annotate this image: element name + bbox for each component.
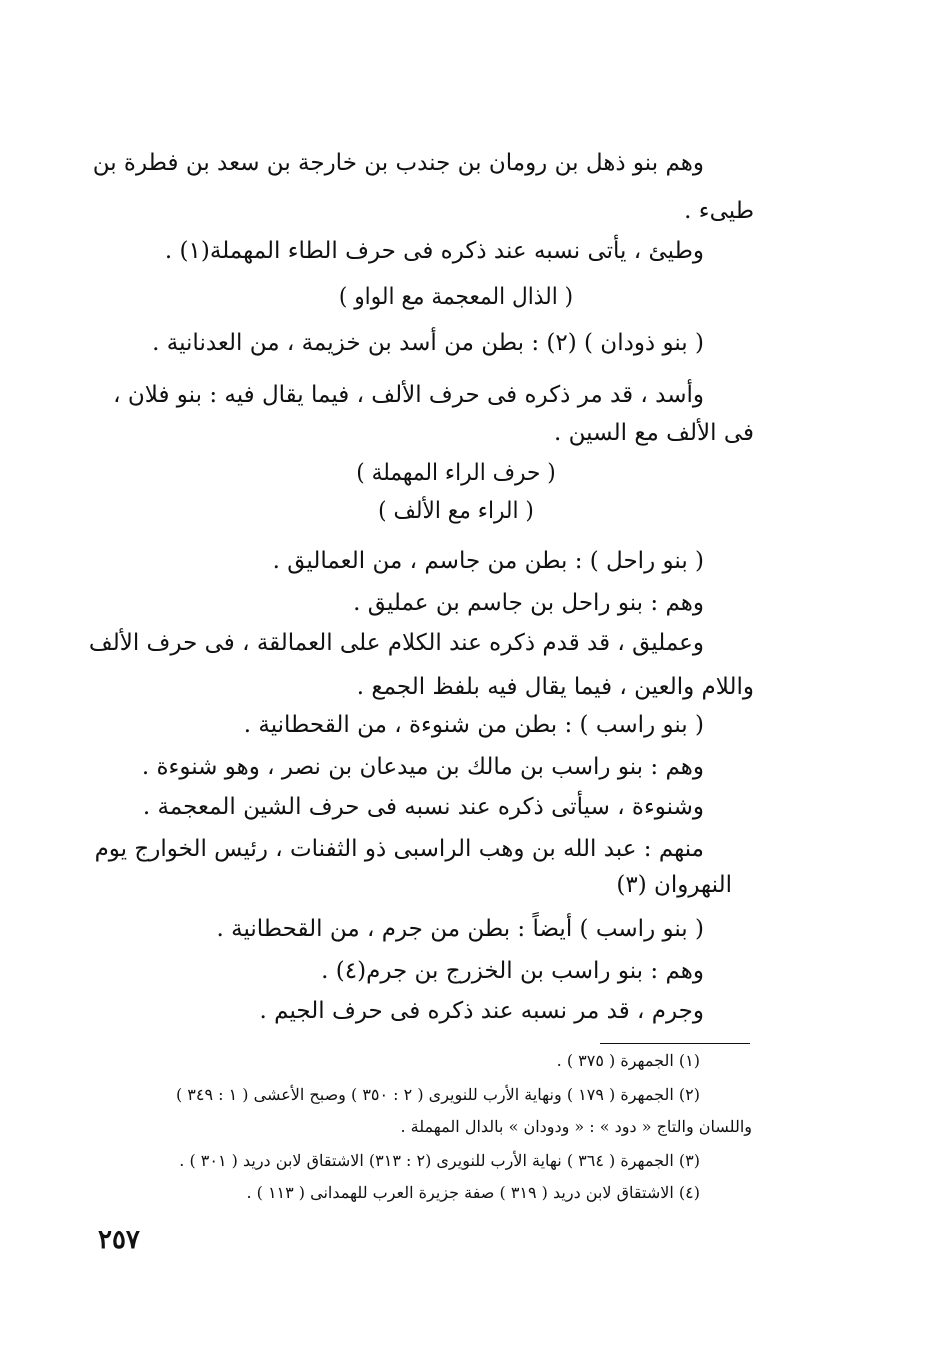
text-line: النهروان (٣) bbox=[616, 872, 732, 898]
text-line: واللام والعين ، فيما يقال فيه بلفظ الجمع . bbox=[356, 674, 754, 700]
text-line: وشنوءة ، سيأتى ذكره عند نسبه فى حرف الشين المعجمة . bbox=[142, 794, 704, 820]
footnote: (٢) الجمهرة ( ١٧٩ ) ونهاية الأرب للنويرى ( ٢ : ٣٥٠ ) وصبح الأعشى ( ١ : ٣٤٩ ) bbox=[175, 1085, 700, 1104]
text-line: وأسد ، قد مر ذكره فى حرف الألف ، فيما يقال فيه : بنو فلان ، bbox=[113, 382, 704, 408]
footnote: واللسان والتاج « دود » : « ودودان » بالدال المهملة . bbox=[400, 1117, 752, 1136]
text-line: ( بنو ذودان ) (٢) : بطن من أسد بن خزيمة ، من العدنانية . bbox=[152, 330, 704, 356]
text-line: ( بنو راحل ) : بطن من جاسم ، من العماليق . bbox=[272, 548, 704, 574]
section-heading: ( حرف الراء المهملة ) bbox=[356, 460, 556, 486]
text-line: وهم : بنو راحل بن جاسم بن عمليق . bbox=[353, 590, 704, 616]
text-line: وهم : بنو راسب بن مالك بن ميدعان بن نصر ، وهو شنوءة . bbox=[141, 754, 704, 780]
text-line: منهم : عبد الله بن وهب الراسبى ذو الثفنات ، رئيس الخوارج يوم bbox=[94, 836, 704, 862]
text-line: وطيئ ، يأتى نسبه عند ذكره فى حرف الطاء المهملة(١) . bbox=[164, 238, 704, 264]
text-line: فى الألف مع السين . bbox=[554, 420, 754, 446]
text-line: طيىء . bbox=[684, 198, 754, 224]
text-line: ( بنو راسب ) أيضاً : بطن من جرم ، من القحطانية . bbox=[216, 916, 704, 942]
section-heading: ( الراء مع الألف ) bbox=[378, 498, 534, 524]
text-line: وعمليق ، قد قدم ذكره عند الكلام على العمالقة ، فى حرف الألف bbox=[88, 630, 704, 656]
page-number: ٢٥٧ bbox=[98, 1225, 140, 1255]
text-line: وجرم ، قد مر نسبه عند ذكره فى حرف الجيم . bbox=[259, 998, 704, 1024]
footnote: (٤) الاشتقاق لابن دريد ( ٣١٩ ) صفة جزيرة العرب للهمدانى ( ١١٣ ) . bbox=[246, 1183, 700, 1202]
section-heading: ( الذال المعجمة مع الواو ) bbox=[338, 284, 574, 310]
footnote: (١) الجمهرة ( ٣٧٥ ) . bbox=[556, 1051, 700, 1070]
text-line: وهم : بنو راسب بن الخزرج بن جرم(٤) . bbox=[321, 958, 704, 984]
text-line: ( بنو راسب ) : بطن من شنوءة ، من القحطانية . bbox=[243, 712, 704, 738]
footnote-rule bbox=[600, 1043, 750, 1044]
footnote: (٣) الجمهرة ( ٣٦٤ ) نهاية الأرب للنويرى (٢ : ٣١٣) الاشتقاق لابن دريد ( ٣٠١ ) . bbox=[179, 1151, 700, 1170]
text-line: وهم بنو ذهل بن رومان بن جندب بن خارجة بن سعد بن فطرة بن bbox=[92, 150, 704, 176]
